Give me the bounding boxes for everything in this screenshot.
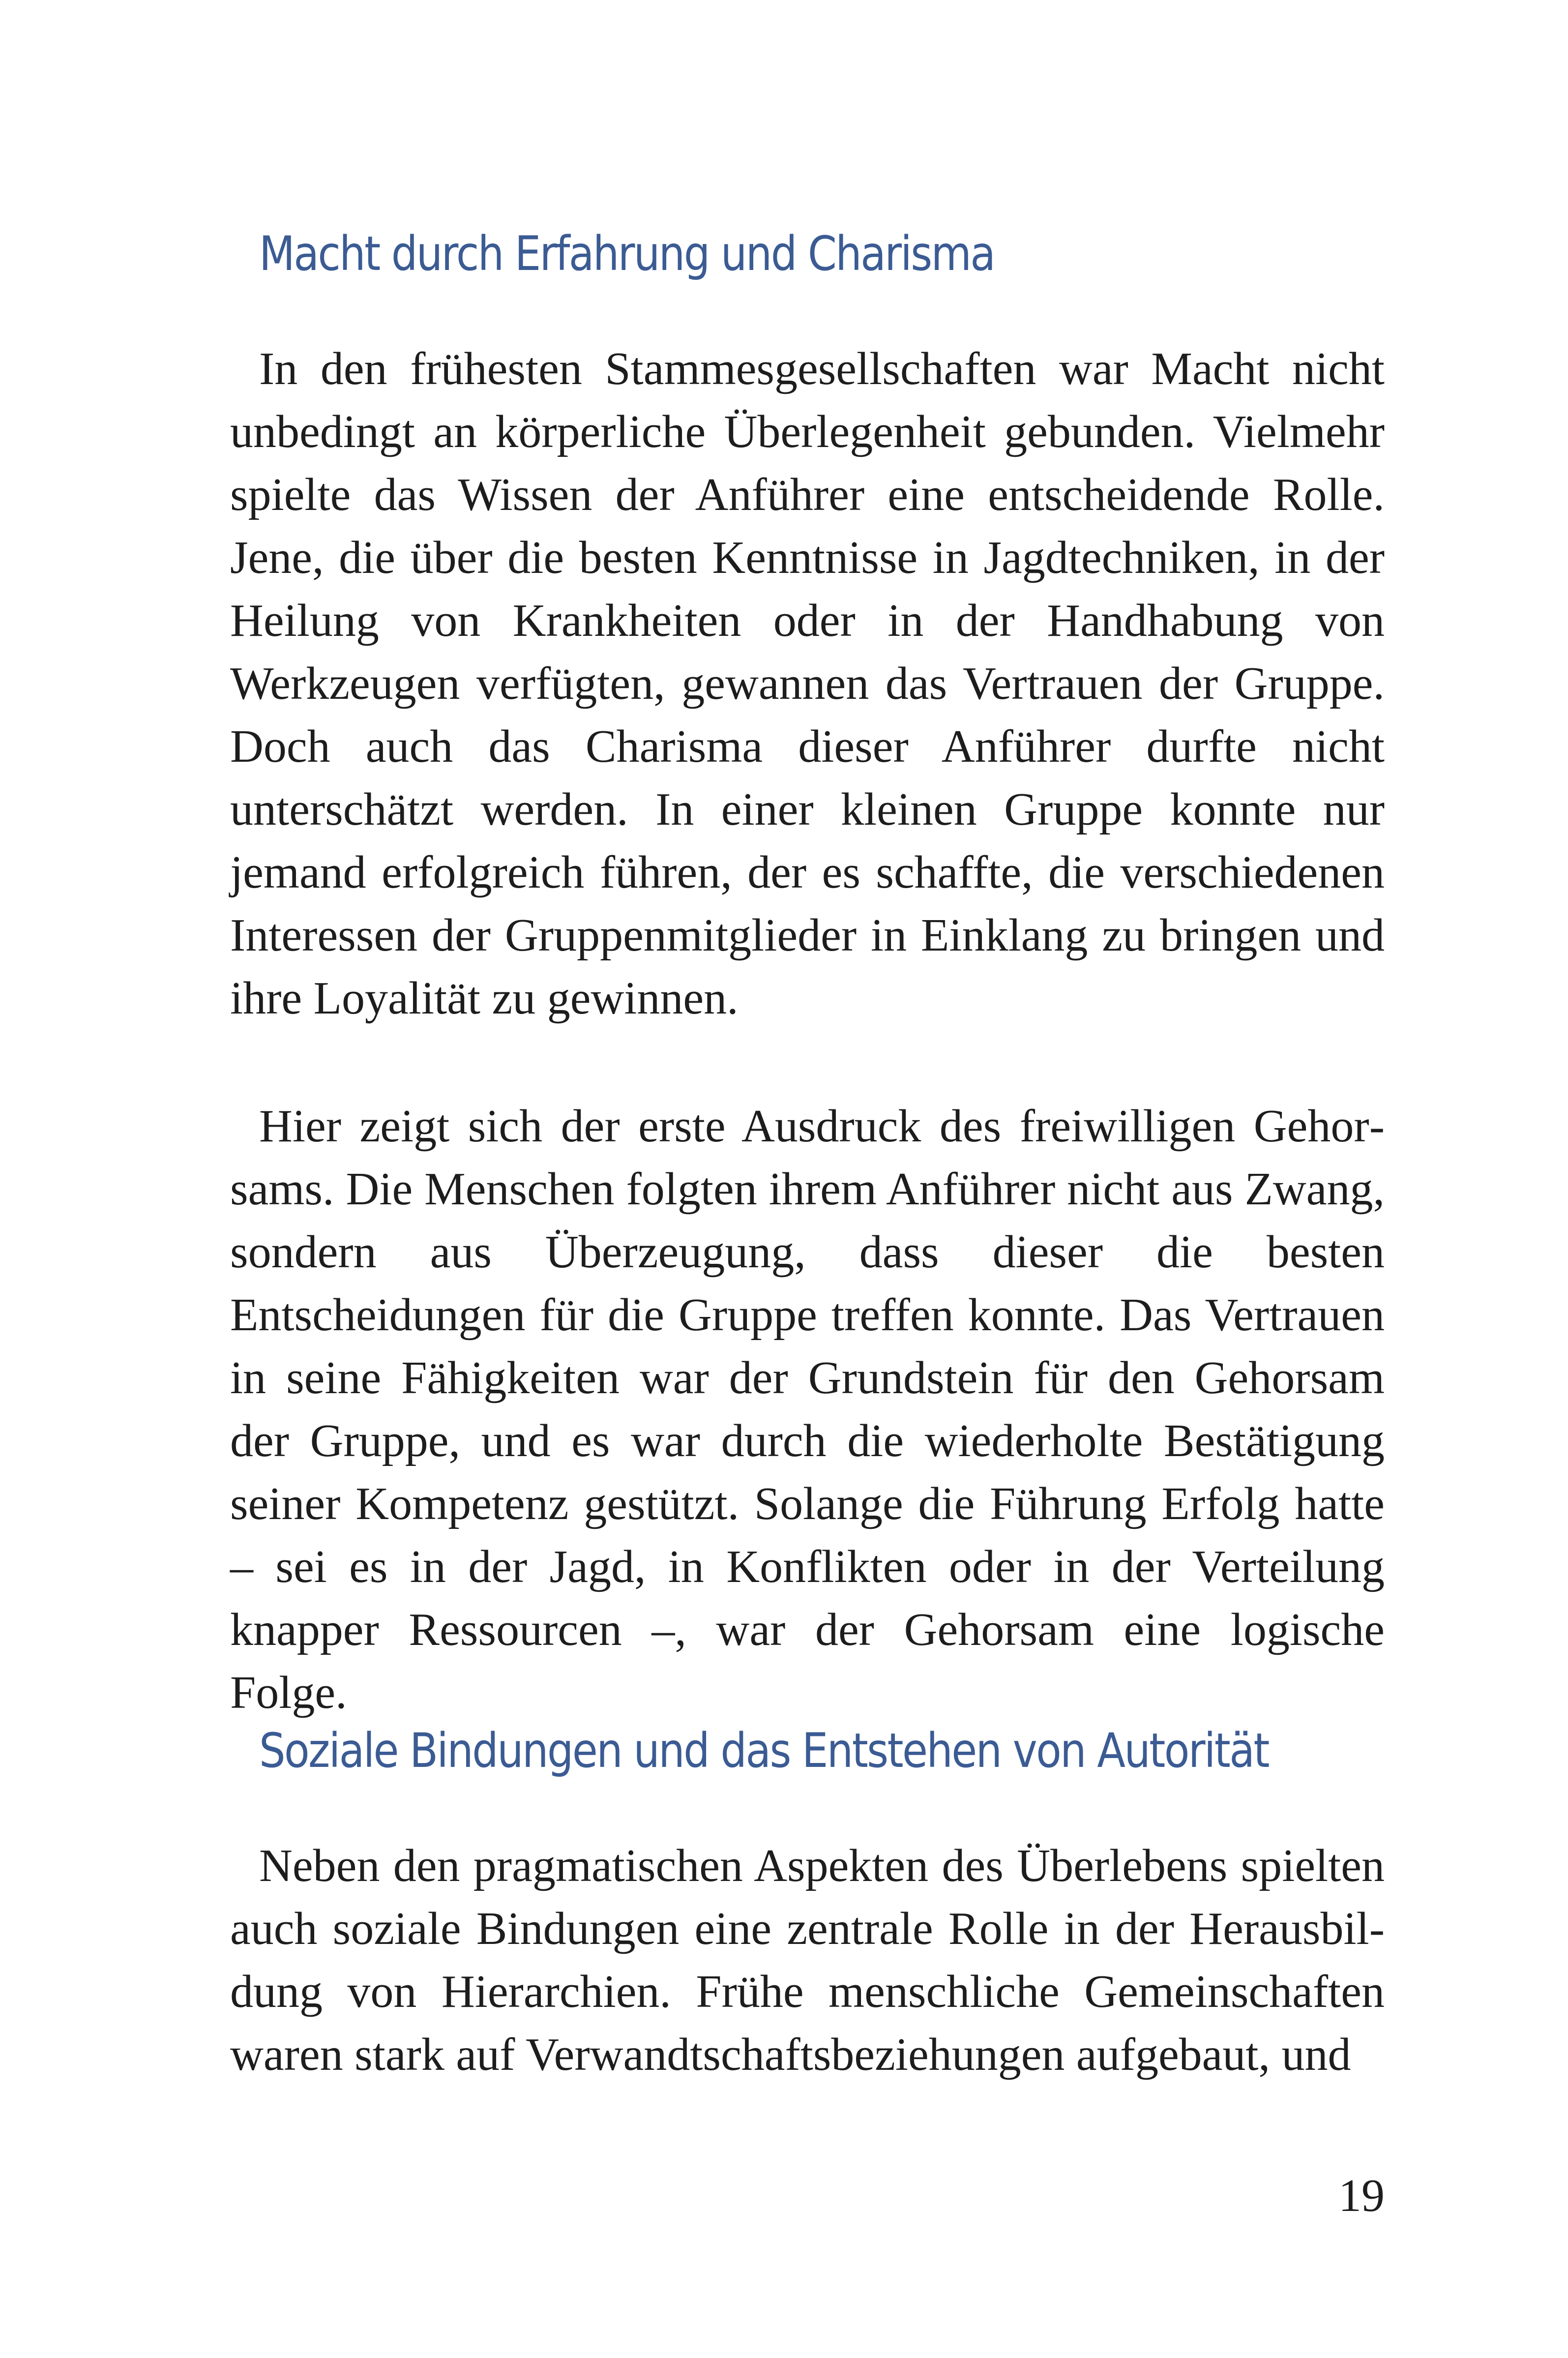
section-heading: Soziale Bindungen und das Entstehen von Autorität	[259, 1723, 1269, 1778]
body-paragraph: Hier zeigt sich der erste Ausdruck des freiwilligen Gehorsams. Die Menschen folgten ihrem Anführer nicht aus Zwang, sondern aus Überzeugung, dass dieser die besten Entscheidungen für die Gruppe treffen konnte. Das Vertrauen in seine Fähigkeiten war der Grundstein für den Gehorsam der Gruppe, und es war durch die wiederholte Bestätigung seiner Kompetenz gestützt. Solange die Führung Erfolg hatte – sei es in der Jagd, in Konflikten oder in der Verteilung knapper Ressourcen –, war der Gehorsam eine logische Folge.	[230, 1101, 1385, 1718]
body-paragraph: In den frühesten Stammesgesellschaften war Macht nicht unbedingt an körperliche Überlegenheit gebunden. Vielmehr spielte das Wissen der Anführer eine entscheidende Rolle. Jene, die über die besten Kenntnisse in Jagdtechniken, in der Heilung von Krankheiten oder in der Handhabung von Werkzeugen verfügten, gewannen das Vertrauen der Gruppe. Doch auch das Charisma dieser Anführer durfte nicht unterschätzt werden. In einer kleinen Gruppe konnte nur jemand erfolgreich führen, der es schaffte, die verschiedenen Interessen der Gruppenmitglieder in Einklang zu bringen und ihre Loyalität zu gewinnen.	[230, 343, 1385, 1024]
section-heading: Macht durch Erfahrung und Charisma	[259, 226, 995, 281]
body-paragraph: Neben den pragmatischen Aspekten des Überlebens spielten auch soziale Bindungen eine zentrale Rolle in der Herausbildung von Hierarchien. Frühe menschliche Gemeinschaften waren stark auf Verwandtschaftsbeziehungen aufgebaut, und	[230, 1840, 1385, 2080]
page-number: 19	[1338, 2170, 1385, 2221]
